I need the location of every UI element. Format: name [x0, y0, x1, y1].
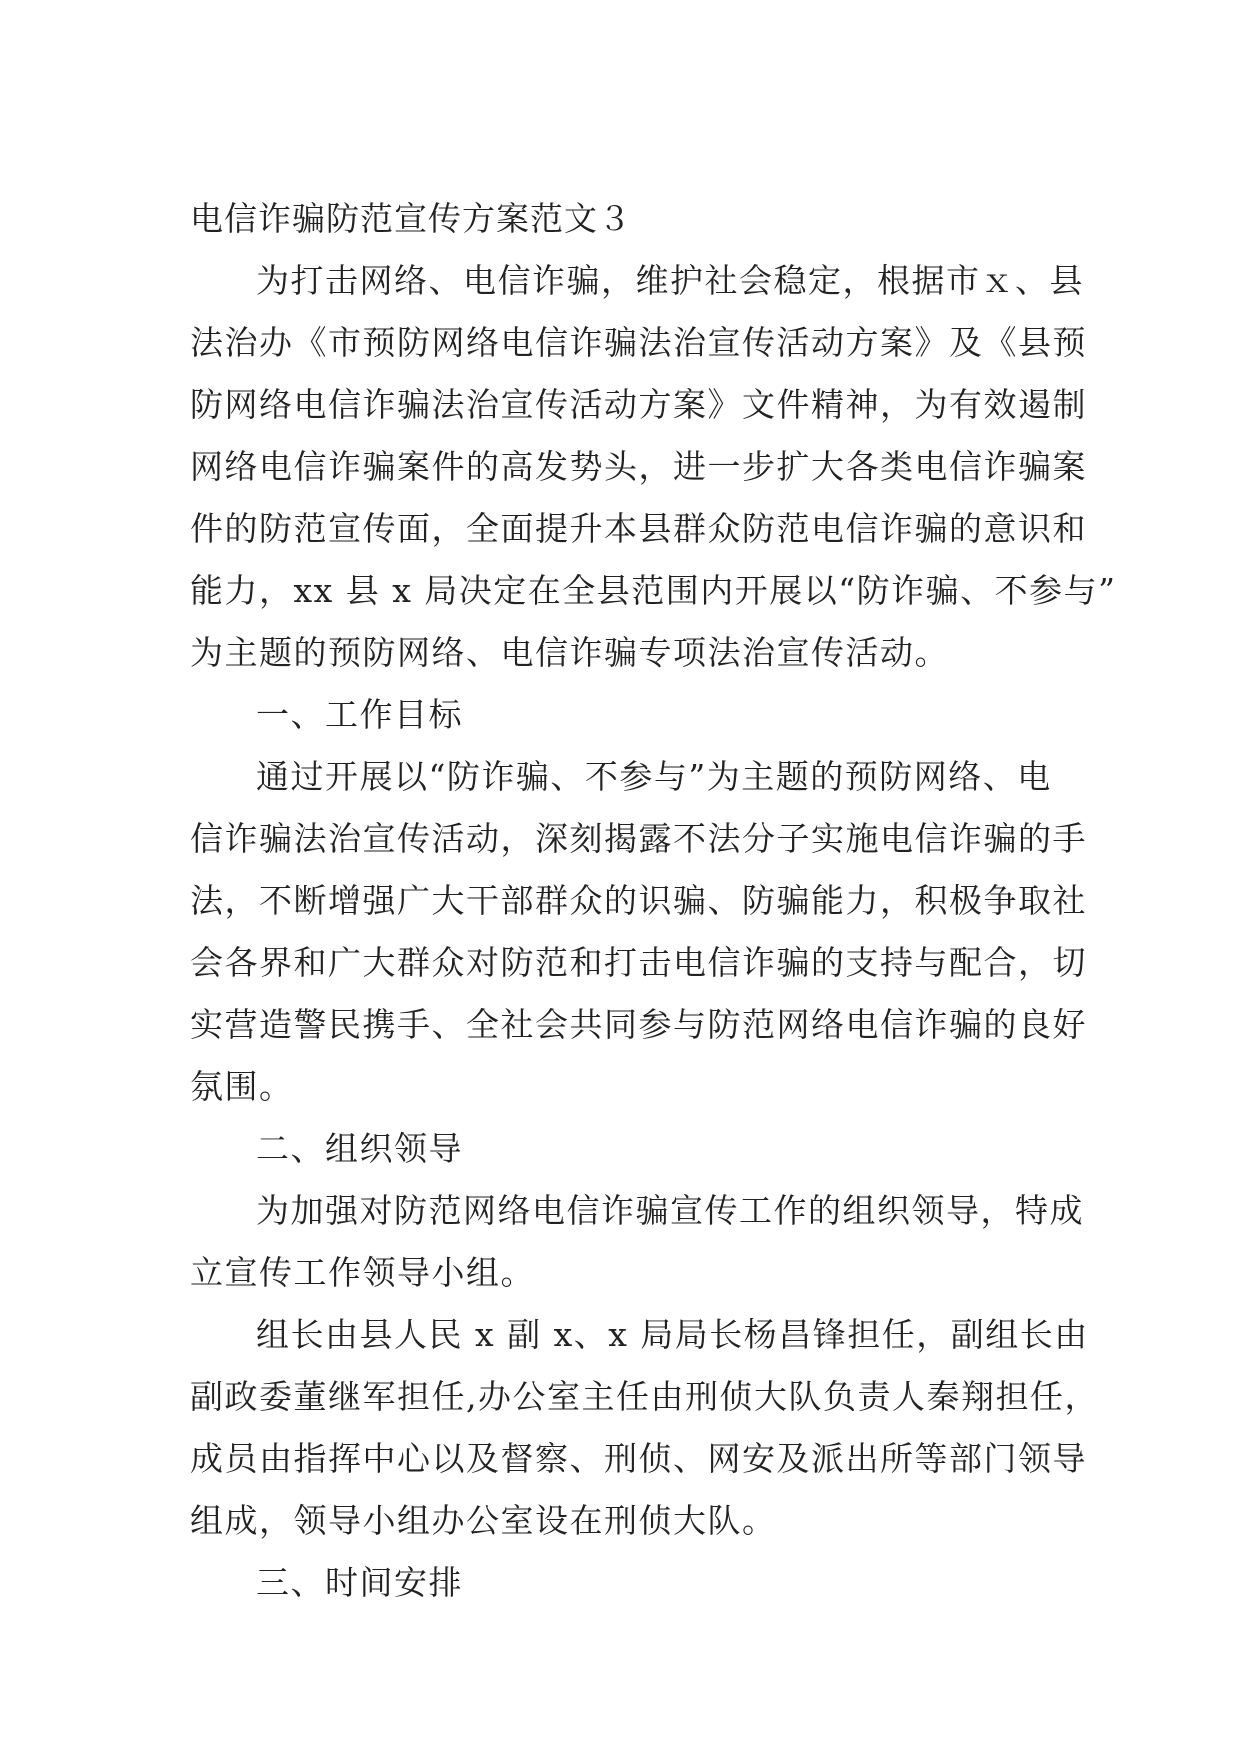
text-line: 组长由县人民 x 副 x、x 局局长杨昌锋担任，副组长由 [256, 1315, 1089, 1354]
document-title: 电信诈骗防范宣传方案范文３ [190, 199, 632, 238]
section-heading: 一、工作目标 [256, 695, 463, 734]
text-line: 法，不断增强广大干部群众的识骗、防骗能力，积极争取社 [190, 881, 1087, 920]
text-line: 实营造警民携手、全社会共同参与防范网络电信诈骗的良好 [190, 1005, 1087, 1044]
section-heading-schedule [190, 1552, 1052, 1614]
paragraph-goals [190, 746, 1087, 1118]
text-line: 防网络电信诈骗法治宣传活动方案》文件精神，为有效遏制 [190, 385, 1087, 424]
section-heading: 三、时间安排 [256, 1563, 463, 1602]
section-heading: 二、组织领导 [256, 1129, 463, 1168]
text-line: 副政委董继军担任,办公室主任由刑侦大队负责人秦翔担任， [190, 1377, 1099, 1416]
text-line: 件的防范宣传面，全面提升本县群众防范电信诈骗的意识和 [190, 509, 1087, 548]
text-line: 为加强对防范网络电信诈骗宣传工作的组织领导，特成 [256, 1191, 1084, 1230]
paragraph-leadership-intro [190, 1180, 1084, 1304]
text-line: 立宣传工作领导小组。 [190, 1253, 535, 1292]
paragraph-intro [190, 250, 1117, 684]
section-heading-leadership [190, 1118, 1052, 1180]
text-line: 组成，领导小组办公室设在刑侦大队。 [190, 1501, 777, 1540]
text-line: 成员由指挥中心以及督察、刑侦、网安及派出所等部门领导 [190, 1439, 1087, 1478]
text-line: 为打击网络、电信诈骗，维护社会稳定，根据市ｘ、县 [256, 261, 1084, 300]
text-line: 能力，xx 县 x 局决定在全县范围内开展以“防诈骗、不参与” [190, 571, 1117, 610]
paragraph-leadership-members [190, 1304, 1099, 1552]
text-line: 网络电信诈骗案件的高发势头，进一步扩大各类电信诈骗案 [190, 447, 1087, 486]
text-line: 会各界和广大群众对防范和打击电信诈骗的支持与配合，切 [190, 943, 1087, 982]
section-heading-goals [190, 684, 1052, 746]
text-line: 信诈骗法治宣传活动，深刻揭露不法分子实施电信诈骗的手 [190, 819, 1087, 858]
text-line: 法治办《市预防网络电信诈骗法治宣传活动方案》及《县预 [190, 323, 1087, 362]
document-body [190, 188, 1117, 1614]
text-line: 通过开展以“防诈骗、不参与”为主题的预防网络、电 [256, 757, 1052, 796]
text-line: 为主题的预防网络、电信诈骗专项法治宣传活动。 [190, 633, 949, 672]
text-line: 氛围。 [190, 1067, 294, 1106]
